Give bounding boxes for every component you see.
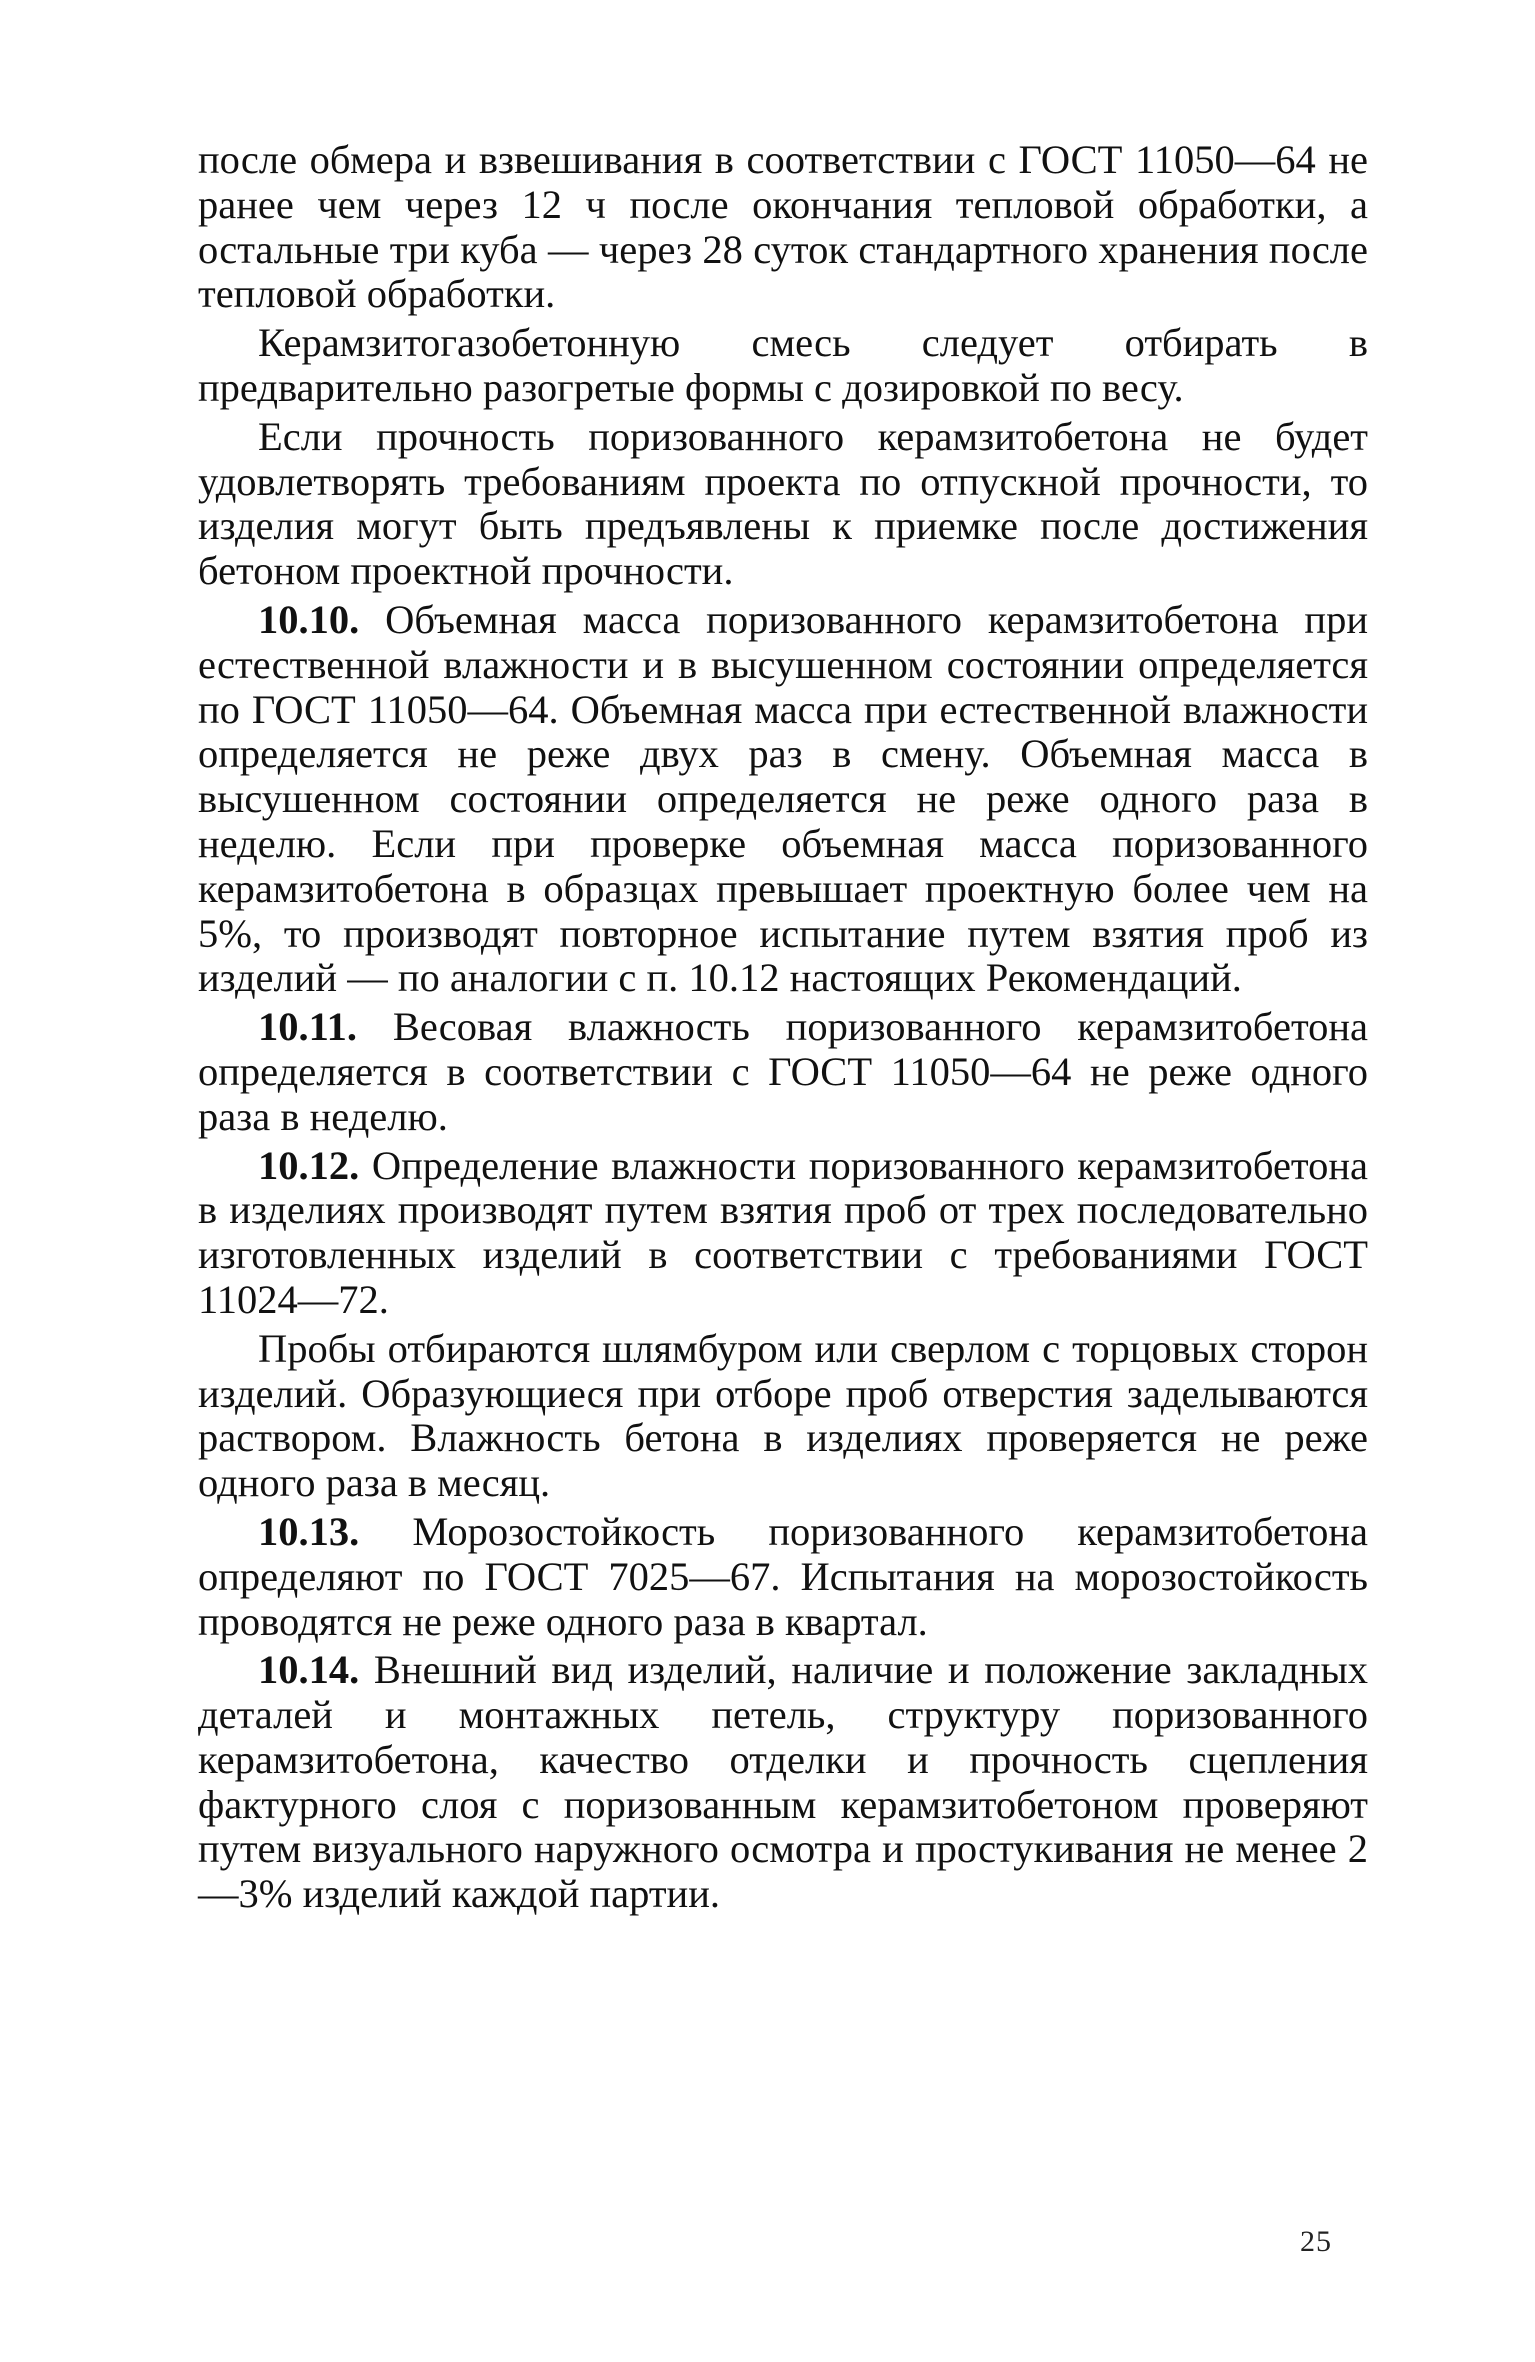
section-number: 10.14.: [258, 1647, 360, 1693]
page-number: 25: [1300, 2225, 1332, 2258]
section-number: 10.10.: [258, 596, 360, 642]
document-body: [198, 138, 1368, 1921]
section-number: 10.12.: [258, 1142, 360, 1188]
section-10-14: 10.14. Внешний вид изделий, наличие и положение закладных деталей и монтажных петель, структуру поризованного керамзитобетона, качество отделки и прочность сцепления фактурного слоя с поризованным керамзитобетоном проверяют путем визуального наружного осмотра и простукивания не менее 2—3% изделий каждой партии.: [198, 1647, 1369, 1917]
paragraph-continuation: после обмера и взвешивания в соответствии с ГОСТ 11050—64 не ранее чем через 12 ч после окончания тепловой обработки, а остальные три куба — через 28 суток стандартного хранения после тепловой обработки.: [198, 137, 1368, 317]
paragraph-sample-selection: Керамзитогазобетонную смесь следует отбирать в предварительно разогретые формы с дозировкой по весу.: [198, 320, 1368, 410]
section-10-10: 10.10. Объемная масса поризованного керамзитобетона при естественной влажности и в высушенном состоянии определяется по ГОСТ 11050—64. Объемная масса при естественной влажности определяется не реже двух раз в смену. Объемная масса в высушенном состоянии определяется не реже одного раза в неделю. Если при проверке объемная масса поризованного керамзитобетона в образцах превышает проектную более чем на 5%, то производят повторное испытание путем взятия проб из изделий — по аналогии с п. 10.12 настоящих Рекомендаций.: [198, 596, 1369, 1001]
section-number: 10.11.: [258, 1004, 358, 1050]
paragraph-strength: Если прочность поризованного керамзитобетона не будет удовлетворять требованиям проекта по отпускной прочности, то изделия могут быть предъявлены к приемке после достижения бетоном проектной прочности.: [198, 413, 1368, 594]
section-number: 10.13.: [258, 1508, 360, 1554]
paragraph-samples: Пробы отбираются шлямбуром или сверлом с торцовых сторон изделий. Образующиеся при отборе проб отверстия заделываются раствором. Влажность бетона в изделиях проверяется не реже одного раза в месяц.: [198, 1325, 1368, 1506]
section-10-13: 10.13. Морозостойкость поризованного керамзитобетона определяют по ГОСТ 7025—67. Испытания на морозостойкость проводятся не реже одного раза в квартал.: [198, 1508, 1368, 1644]
section-10-11: 10.11. Весовая влажность поризованного керамзитобетона определяется в соответствии с ГОСТ 11050—64 не реже одного раза в неделю.: [198, 1004, 1369, 1139]
section-10-12: 10.12. Определение влажности поризованного керамзитобетона в изделиях производят путем взятия проб от трех последовательно изготовленных изделий в соответствии с требованиями ГОСТ 11024—72.: [198, 1142, 1368, 1322]
